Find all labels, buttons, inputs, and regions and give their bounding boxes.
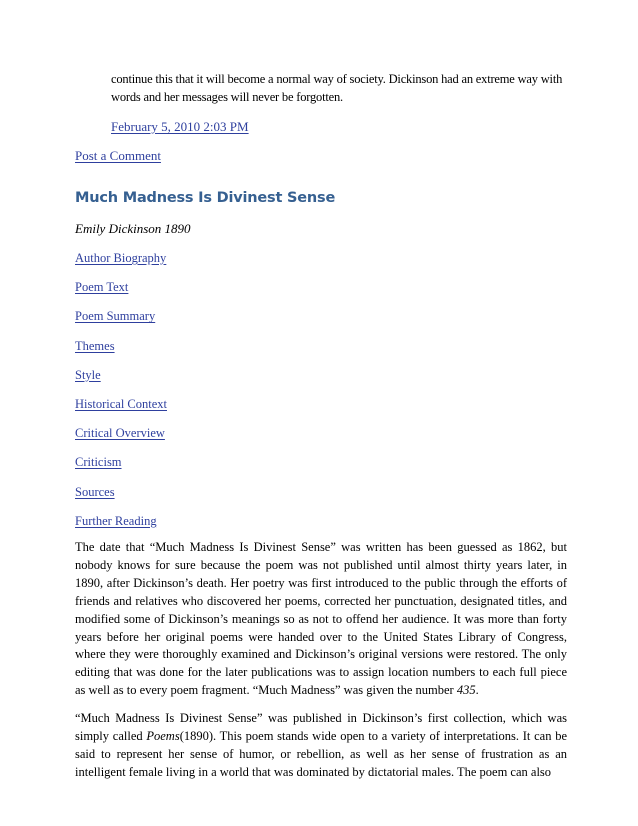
post-comment <box>75 147 161 165</box>
poem-number: 435 <box>456 683 476 698</box>
article-body <box>75 539 567 792</box>
nav-item <box>75 307 167 336</box>
nav-link-critical-overview[interactable]: Critical Overview <box>75 426 165 441</box>
paragraph-1-text: The date that “Much Madness Is Divinest Sense” was written has been guessed as 1862, but nobody knows for sure because the poem was not published until almost thirty years later, in 1890, after Dickinson’s death. Her poetry was first introduced to the public through the efforts of friends and relatives who discovered her poems, corrected her punctuation, designated titles, and modified some of Dickinson’s meanings so as not to offend her audience. It was more than forty years before her original poems were handed over to the United States Library of Congress, where they were thoroughly examined and Dickinson’s original versions were restored. The only editing that was done for the later publications was to assign location numbers to each full piece as well as to every poem fragment. “Much Madness” was given the number <box>75 540 567 698</box>
nav-item <box>75 366 167 395</box>
nav-link-author-biography[interactable]: Author Biography <box>75 251 167 265</box>
nav-link-criticism[interactable]: Criticism <box>75 455 122 470</box>
nav-item <box>75 453 167 482</box>
paragraph-1-end: . <box>475 683 479 698</box>
nav-link-further-reading[interactable]: Further Reading <box>75 513 157 528</box>
post-comment-link[interactable]: Post a Comment <box>75 148 161 163</box>
nav-link-historical-context[interactable]: Historical Context <box>75 396 167 411</box>
nav-item <box>75 249 167 278</box>
paragraph-1 <box>75 539 567 700</box>
nav-link-sources[interactable]: Sources <box>75 484 115 499</box>
nav-link-poem-text[interactable]: Poem Text <box>75 280 129 295</box>
comment-text: continue this that it will become a normal way of society. Dickinson had an extreme way with words and her messages will never be forgotten. <box>111 72 563 104</box>
nav-item <box>75 424 167 453</box>
nav-link-poem-summary[interactable]: Poem Summary <box>75 309 156 324</box>
section-nav <box>75 249 167 541</box>
author-line: Emily Dickinson 1890 <box>75 221 191 236</box>
paragraph-2 <box>75 710 567 782</box>
comment-timestamp <box>111 118 249 136</box>
nav-item <box>75 395 167 424</box>
nav-item <box>75 337 167 366</box>
comment-date-link[interactable]: February 5, 2010 2:03 PM <box>111 119 249 134</box>
nav-item <box>75 483 167 512</box>
nav-item <box>75 512 167 541</box>
paragraph-2-rest: (1890). This poem stands wide open to a variety of interpretations. It can be said to represent her sense of humor, or rebellion, as well as her sense of frustration as an intelligent female living in a world that was dominated by dictatorial males. The poem can also <box>75 729 567 779</box>
nav-link-themes[interactable]: Themes <box>75 338 115 353</box>
nav-link-style[interactable]: Style <box>75 367 101 382</box>
article-title: Much Madness Is Divinest Sense <box>75 190 336 206</box>
paragraph-2-start: “Much Madness Is Divinest Sense” was published in Dickinson’s first collection, which was simply called <box>75 711 567 744</box>
book-title: Poems <box>146 729 180 744</box>
nav-item <box>75 278 167 307</box>
